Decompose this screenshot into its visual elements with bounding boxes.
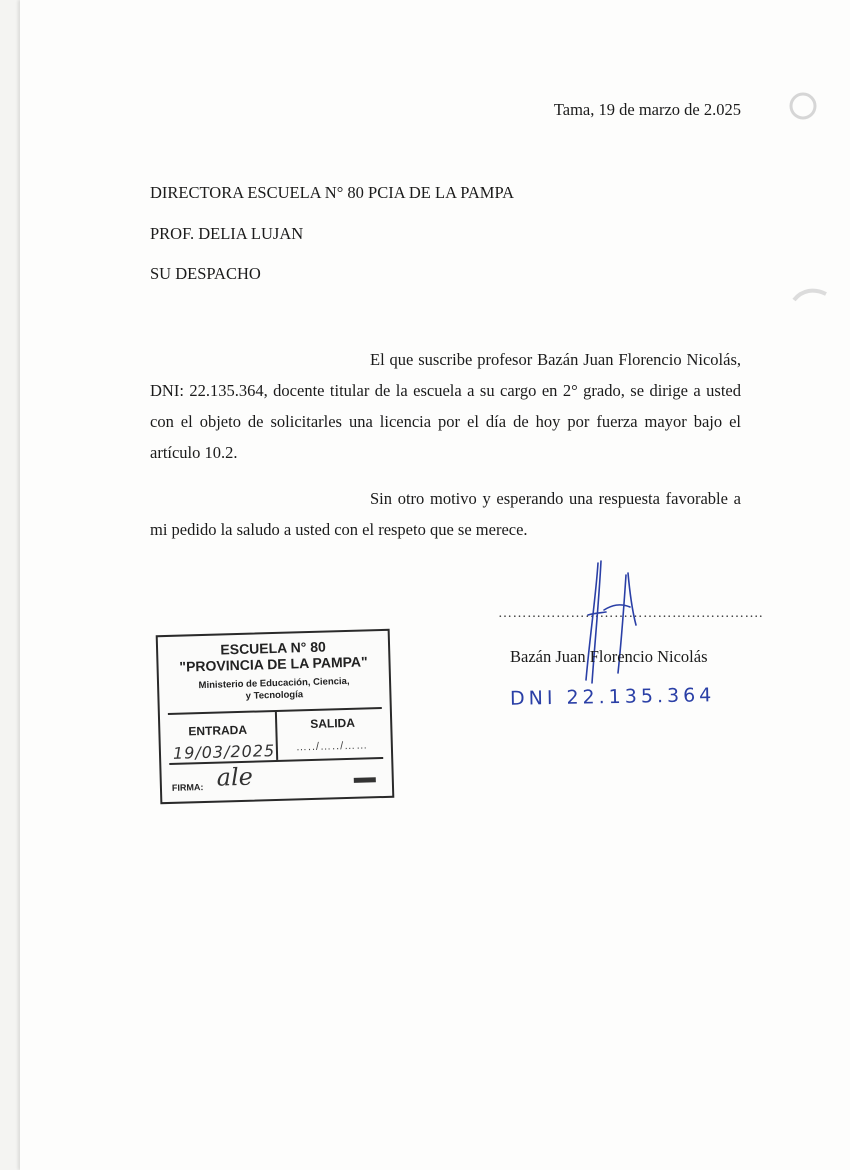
- handwritten-dni: DNI 22.135.364: [509, 684, 716, 710]
- stamp-ministry-2: y Tecnología: [245, 689, 304, 702]
- school-reception-stamp: [156, 629, 395, 804]
- stamp-firma-signature: ale: [216, 762, 254, 792]
- letter-page: [20, 0, 850, 1170]
- paper-smudge: [785, 88, 825, 124]
- body-paragraph-closing: Sin otro motivo y esperando una respuesta favorable a mi pedido la saludo a usted con el respeto que se merece.: [150, 489, 741, 539]
- stamp-salida-label: SALIDA: [310, 715, 356, 732]
- recipient-office: SU DESPACHO: [150, 264, 261, 283]
- signature-line: ……………………………………………….: [498, 606, 763, 621]
- signatory-name: Bazán Juan Florencio Nicolás: [510, 647, 708, 666]
- stamp-province: "PROVINCIA DE LA PAMPA": [179, 653, 368, 675]
- letter-date: Tama, 19 de marzo de 2.025: [553, 100, 741, 119]
- paper-smudge-2: [790, 280, 830, 310]
- stamp-ministry: Ministerio de Educación, Ciencia,: [198, 675, 350, 692]
- stamp-school-number: ESCUELA N° 80: [220, 638, 327, 658]
- stamp-column-divider: [275, 712, 278, 760]
- stamp-ink-mark: [354, 777, 376, 783]
- stamp-entrada-date: 19/03/2025: [172, 741, 276, 763]
- stamp-salida-blank: …../…../……: [295, 739, 369, 754]
- recipient-title: DIRECTORA ESCUELA N° 80 PCIA DE LA PAMPA: [150, 183, 515, 202]
- stamp-entrada-label: ENTRADA: [188, 722, 248, 739]
- recipient-name: PROF. DELIA LUJAN: [150, 224, 304, 243]
- stamp-firma-label: FIRMA:: [171, 782, 204, 793]
- body-paragraph-request: El que suscribe profesor Bazán Juan Florencio Nicolás, DNI: 22.135.364, docente titular de la escuela a su cargo en 2° grado, se dirige a usted con el objeto de solicitarles una licencia por el día de hoy por fuerza mayor bajo el artículo 10.2.: [150, 350, 741, 462]
